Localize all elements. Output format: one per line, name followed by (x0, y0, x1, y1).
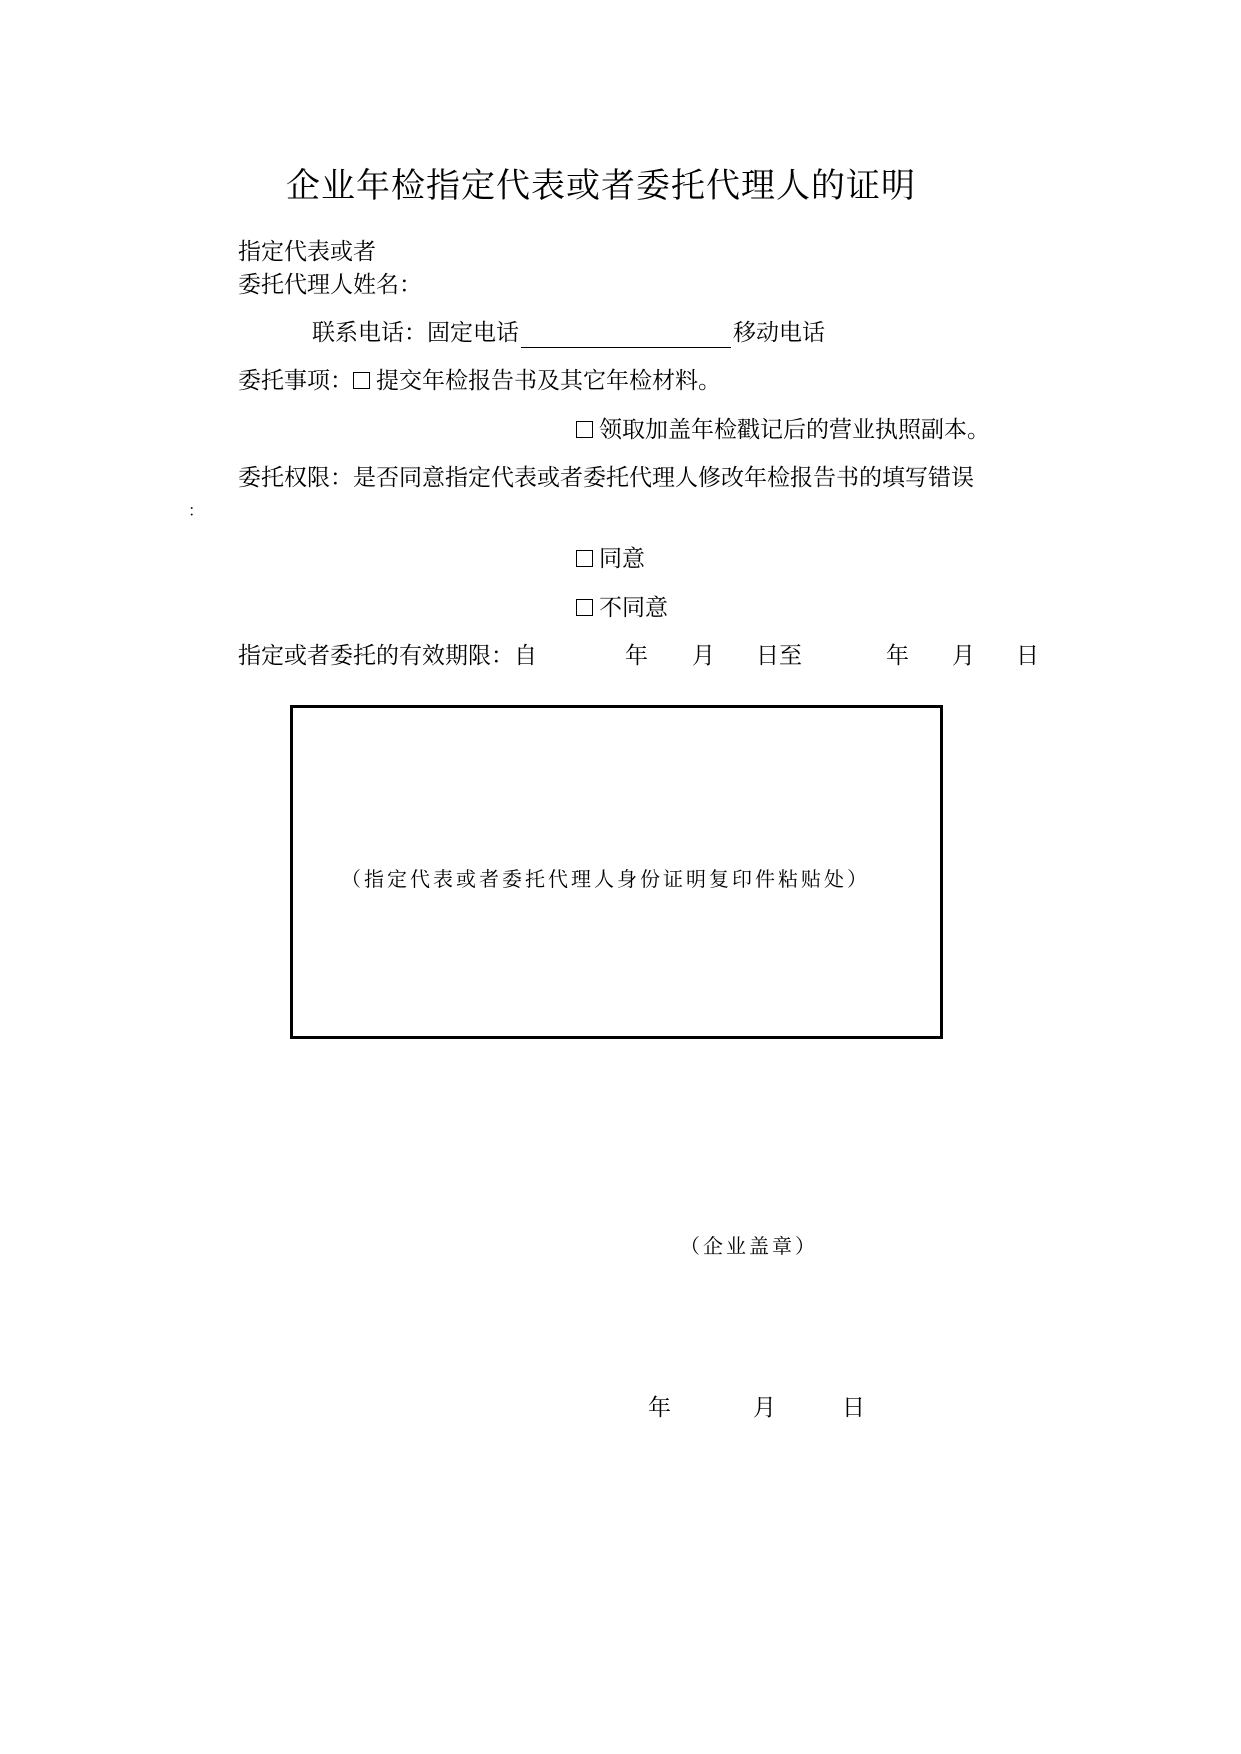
authority-colon: ： (188, 501, 205, 520)
checkbox-agree[interactable] (576, 550, 593, 567)
validity-label: 指定或者委托的有效期限：自 (238, 643, 537, 669)
disagree-row (576, 593, 668, 623)
mobile-phone-label: 移动电话 (733, 320, 825, 346)
fixed-phone-blank[interactable] (521, 323, 731, 348)
validity-day2: 日 (1016, 643, 1039, 669)
agree-row (576, 544, 645, 574)
validity-month2: 月 (952, 643, 975, 669)
entrust-row-2 (576, 415, 990, 445)
fixed-phone-label: 联系电话：固定电话 (312, 320, 519, 346)
company-seal-label: （企业盖章） (680, 1234, 818, 1258)
checkbox-submit-materials[interactable] (353, 372, 370, 389)
validity-day-to: 日至 (756, 643, 802, 669)
agree-label: 同意 (599, 546, 645, 572)
name-label-line2: 委托代理人姓名： (238, 272, 422, 298)
document-title: 企业年检指定代表或者委托代理人的证明 (286, 166, 916, 206)
entrust-item-1: 提交年检报告书及其它年检材料。 (376, 368, 721, 394)
phone-row (312, 318, 825, 348)
validity-year2: 年 (886, 643, 909, 669)
entrust-row-1 (238, 366, 721, 396)
footer-month: 月 (753, 1395, 776, 1421)
entrust-label: 委托事项： (238, 368, 353, 394)
checkbox-disagree[interactable] (576, 599, 593, 616)
id-box-caption: （指定代表或者委托代理人身份证明复印件粘贴处） (341, 867, 870, 891)
authority-text: 委托权限：是否同意指定代表或者委托代理人修改年检报告书的填写错误 (238, 465, 974, 491)
footer-day: 日 (842, 1395, 865, 1421)
validity-month1: 月 (692, 643, 715, 669)
entrust-item-2: 领取加盖年检戳记后的营业执照副本。 (599, 417, 990, 443)
checkbox-collect-license[interactable] (576, 421, 593, 438)
validity-year1: 年 (625, 643, 648, 669)
footer-year: 年 (648, 1395, 671, 1421)
name-label-line1: 指定代表或者 (238, 239, 376, 265)
disagree-label: 不同意 (599, 595, 668, 621)
